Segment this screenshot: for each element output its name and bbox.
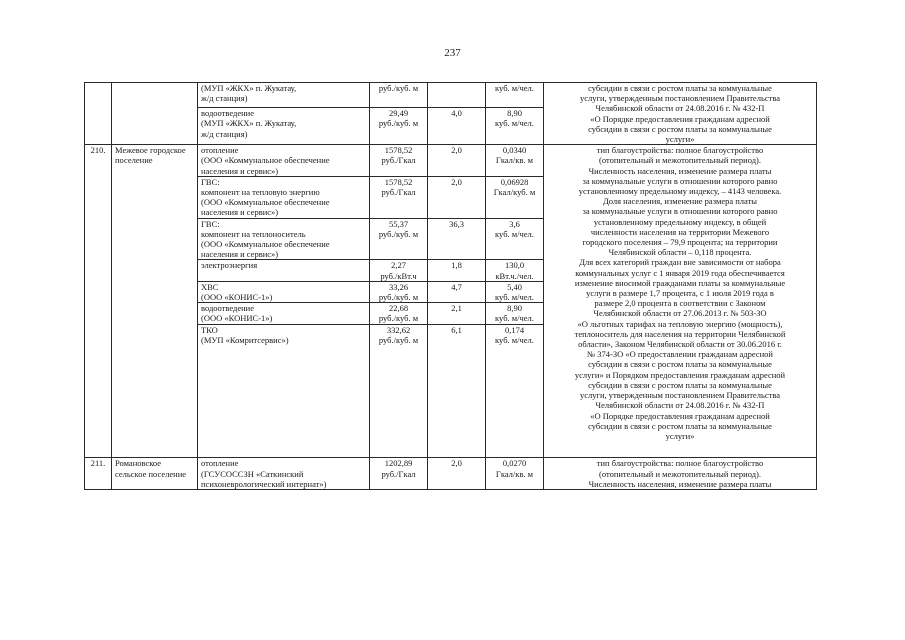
service-cell-line (201, 447, 366, 457)
settlement-cell-line: сельское поселение (115, 468, 187, 479)
tariff-cell (370, 260, 428, 281)
note-cell-line: тип благоустройства: полное благоустройство (596, 145, 764, 156)
index-cell-line: 36,3 (449, 218, 464, 229)
note-cell-line: услуги» (665, 430, 695, 441)
note-cell-line: Челябинской области от 24.08.2016 г. № 432-П (595, 103, 765, 114)
note-cell-line: теплоноситель для населения на территории Челябинской (574, 328, 786, 339)
service-cell-line (201, 417, 366, 427)
tariff-cell-line: руб./Гкал (381, 155, 416, 166)
index-cell (428, 324, 486, 458)
note-cell-line: Доля населения, изменение размера платы (602, 196, 758, 207)
index-cell-line: 2,1 (451, 303, 462, 314)
note-cell-line: услуги в размере 1,7 процента, с 1 июля 2019 года в (586, 288, 774, 299)
norm-cell (486, 108, 544, 145)
norm-cell (486, 281, 544, 302)
service-cell-line: ТКО (201, 324, 218, 335)
tariff-cell-line: 55,37 (388, 218, 409, 229)
index-cell-line (431, 83, 482, 93)
note-cell-line: изменение вносимой гражданами платы за коммунальные (574, 277, 786, 288)
tariff-cell-line: руб./куб. м (378, 83, 419, 93)
row-number-cell: 211. (85, 458, 112, 490)
tariff-cell-line: 332,62 (386, 324, 411, 335)
service-cell-line (201, 355, 366, 365)
note-cell-line: Челябинской области от 27.06.2013 г. № 503-ЗО (593, 308, 767, 319)
note-cell-line: (отопительный и межотопительный период). (599, 468, 761, 479)
service-cell-line: (ООО «Коммунальное обеспечение (201, 197, 330, 208)
index-cell (428, 176, 486, 218)
service-cell-line: ж/д станция) (201, 128, 248, 139)
service-cell (198, 145, 370, 177)
norm-cell (486, 218, 544, 260)
note-cell-line: «О льготных тарифах на тепловую энергию (мощность), (577, 318, 783, 329)
settlement-cell-line: поселение (115, 155, 153, 166)
service-cell-line: электроэнергия (201, 260, 258, 271)
settlement-cell-line: Межевое городское (115, 145, 186, 156)
service-cell-line (201, 386, 366, 396)
note-cell-line: субсидии в связи с ростом платы за коммунальные (588, 123, 772, 134)
note-cell-line: «О Порядке предоставления гражданам адресной (590, 113, 770, 124)
tariff-cell-line: руб./Гкал (381, 187, 416, 198)
tariff-cell-line: 22,68 (388, 303, 409, 314)
note-cell-line: субсидии в связи с ростом платы за коммунальные (588, 359, 772, 370)
tariff-cell (370, 458, 428, 490)
service-cell-line: (ООО «Коммунальное обеспечение (201, 239, 330, 250)
note-cell-line: № 374-ЗО «О предоставлении гражданам адресной (587, 349, 773, 360)
service-cell-line: компонент на тепловую энергию (201, 187, 320, 198)
service-cell-line (201, 437, 366, 447)
note-cell-line: субсидии в связи с ростом платы за коммунальные (588, 83, 772, 93)
tariff-cell-line: 1202,89 (384, 458, 413, 469)
norm-cell-line: 0,0340 (502, 145, 527, 156)
note-cell-line: области», Законом Челябинской области от 30.06.2016 г. (578, 339, 782, 350)
note-cell-line: услуги, утвержденным постановлением Правительства (580, 390, 780, 401)
note-cell-line: за коммунальные услуги в отношении которого равно (582, 175, 778, 186)
tariff-cell-line: 33,26 (388, 281, 409, 292)
index-cell (428, 458, 486, 490)
service-cell-line: (МУП «ЖКХ» п. Жукатау, (201, 83, 297, 93)
note-cell-line: за коммунальные услуги в отношении которого равно (582, 206, 778, 217)
norm-cell (486, 176, 544, 218)
index-cell (428, 83, 486, 108)
service-cell-line (201, 376, 366, 386)
row-number-cell: 210. (85, 145, 112, 458)
note-cell-line: коммунальных услуг с 1 января 2019 года обеспечивается (575, 267, 785, 278)
service-cell-line: компонент на теплоноситель (201, 228, 306, 239)
note-cell-line: Численность населения, изменение размера платы (588, 165, 772, 176)
service-cell-line: ГВС: (201, 176, 220, 187)
norm-cell-line: Гкал/кв. м (495, 468, 534, 479)
norm-cell-line: куб. м/чел. (495, 228, 534, 239)
note-cell-line: Челябинской области – 0,118 процента. (608, 247, 752, 258)
tariff-cell-line: 2,27 (391, 260, 406, 271)
page-number: 237 (444, 47, 461, 59)
service-cell-line: (ГСУСОССЗН «Саткинский (201, 468, 304, 479)
index-cell (428, 218, 486, 260)
index-cell-line: 1,8 (451, 260, 462, 271)
norm-cell-line: куб. м/чел. (495, 118, 534, 129)
index-cell (428, 108, 486, 145)
norm-cell (486, 145, 544, 177)
service-cell (198, 260, 370, 281)
norm-cell-line: 8,90 (507, 108, 522, 119)
tariff-cell (370, 281, 428, 302)
service-cell-line: отопление (201, 145, 239, 156)
note-cell-line: услуги» (665, 134, 695, 145)
index-cell-line: 2,0 (451, 176, 462, 187)
tariff-cell (370, 176, 428, 218)
norm-cell-line: 0,174 (504, 324, 525, 335)
service-cell (198, 218, 370, 260)
service-cell-line (201, 427, 366, 437)
tariff-cell-line: руб./куб. м (378, 228, 419, 239)
tariff-cell-line: руб./Гкал (381, 468, 416, 479)
norm-cell (486, 83, 544, 108)
note-cell-line: Челябинской области от 24.08.2016 г. № 432-П (595, 400, 765, 411)
note-cell (544, 145, 817, 458)
index-cell-line: 4,0 (451, 108, 462, 119)
note-cell-line: Для всех категорий граждан вне зависимости от набора (579, 257, 781, 268)
service-cell-line: (МУП «ЖКХ» п. Жукатау, (201, 118, 297, 129)
service-cell-line: (ООО «КОНИС-1») (201, 292, 273, 303)
service-cell-line: (МУП «Комритсервис») (201, 334, 289, 345)
tariff-cell (370, 83, 428, 108)
tariff-cell-line: руб./куб. м (378, 334, 419, 345)
tariff-cell-line: руб./куб. м (378, 118, 419, 129)
row-number-cell (85, 83, 112, 145)
index-cell (428, 303, 486, 324)
service-cell-line: отопление (201, 458, 239, 469)
index-cell-line: 2,0 (451, 458, 462, 469)
service-cell (198, 324, 370, 458)
norm-cell-line: Гкал/кв. м (495, 155, 534, 166)
service-cell (198, 108, 370, 145)
index-cell (428, 145, 486, 177)
norm-cell-line: куб. м/чел. (495, 313, 534, 324)
note-cell-line: услуги, утвержденным постановлением Правительства (580, 93, 780, 104)
index-cell-line: 2,0 (451, 145, 462, 156)
service-cell-line: (ООО «КОНИС-1») (201, 313, 273, 324)
index-cell-line: 4,7 (451, 281, 462, 292)
settlement-cell (112, 145, 198, 458)
norm-cell (486, 324, 544, 458)
service-cell-line: водоотведение (201, 303, 254, 314)
index-cell (428, 260, 486, 281)
note-cell-line: установленному предельному индексу, – 4143 человека. (578, 186, 782, 197)
table-row (85, 83, 817, 108)
service-cell-line: водоотведение (201, 108, 254, 119)
index-cell-line: 6,1 (451, 324, 462, 335)
service-cell-line (201, 396, 366, 406)
note-cell-line: субсидии в связи с ростом платы за коммунальные (588, 420, 772, 431)
norm-cell-line: куб. м/чел. (495, 292, 534, 303)
norm-cell (486, 260, 544, 281)
norm-cell (486, 303, 544, 324)
tariff-cell (370, 303, 428, 324)
tariff-cell (370, 108, 428, 145)
service-cell-line: ж/д станция) (201, 93, 248, 104)
note-cell-line: (отопительный и межотопительный период). (599, 155, 761, 166)
service-cell-line: ГВС: (201, 218, 220, 229)
norm-cell (486, 458, 544, 490)
tariff-cell-line: 29,49 (388, 108, 409, 119)
norm-cell-line: кВт.ч./чел. (495, 270, 534, 281)
norm-cell-line: 8,90 (507, 303, 522, 314)
norm-cell-line: 0,0270 (502, 458, 527, 469)
note-cell-line: размере 2,0 процента в соответствии с Законом (594, 298, 766, 309)
settlement-cell-line: Романовское (115, 458, 162, 469)
service-cell-line: ХВС (201, 281, 219, 292)
service-cell (198, 176, 370, 218)
service-cell-line (201, 345, 366, 355)
note-cell (544, 83, 817, 145)
note-cell-line: тип благоустройства: полное благоустройство (596, 458, 764, 469)
tariff-cell-line: руб./куб. м (378, 313, 419, 324)
service-cell (198, 281, 370, 302)
norm-cell-line: 5,40 (507, 281, 522, 292)
table-row (85, 458, 817, 490)
service-cell-line: населения и сервис») (201, 165, 279, 176)
service-cell-line (201, 406, 366, 416)
norm-cell-line: Гкал/куб. м (493, 187, 536, 198)
tariff-cell (370, 145, 428, 177)
note-cell-line: Численность населения, изменение размера платы (588, 478, 772, 489)
norm-cell-line: 130,0 (504, 260, 525, 271)
index-cell (428, 281, 486, 302)
settlement-cell (112, 83, 198, 145)
table-row (85, 145, 817, 177)
service-cell-line (201, 365, 366, 375)
note-cell-line: субсидии в связи с ростом платы за коммунальные (588, 379, 772, 390)
service-cell-line: населения и сервис») (201, 249, 279, 260)
note-cell-line: услуги» и Порядком предоставления гражданам адресной (574, 369, 786, 380)
service-cell (198, 458, 370, 490)
service-cell (198, 303, 370, 324)
norm-cell-line: 0,06928 (500, 176, 529, 187)
service-cell-line: населения и сервис») (201, 207, 279, 218)
note-cell-line: численности населения на территории Межевого (590, 226, 770, 237)
service-cell-line: (ООО «Коммунальное обеспечение (201, 155, 330, 166)
service-cell (198, 83, 370, 108)
tariff-cell-line: руб./куб. м (378, 292, 419, 303)
norm-cell-line: куб. м/чел. (495, 334, 534, 345)
tariff-cell-line: 1578,52 (384, 176, 413, 187)
note-cell-line: городского поселения – 79,9 процента; на территории (582, 237, 778, 248)
settlement-cell (112, 458, 198, 490)
service-cell-line: психоневрологический интернат») (201, 478, 327, 489)
note-cell (544, 458, 817, 490)
tariff-cell (370, 324, 428, 458)
service-cell-line (201, 271, 366, 281)
tariff-cell (370, 218, 428, 260)
settlement-utility-table (84, 82, 817, 490)
norm-cell-line: куб. м/чел. (495, 83, 534, 93)
tariff-cell-line: руб./кВт.ч (380, 270, 417, 281)
tariff-cell-line: 1578,52 (384, 145, 413, 156)
note-cell-line: установленному предельному индексу, в общей (593, 216, 767, 227)
note-cell-line: «О Порядке предоставления гражданам адресной (590, 410, 770, 421)
norm-cell-line: 3,6 (509, 218, 520, 229)
